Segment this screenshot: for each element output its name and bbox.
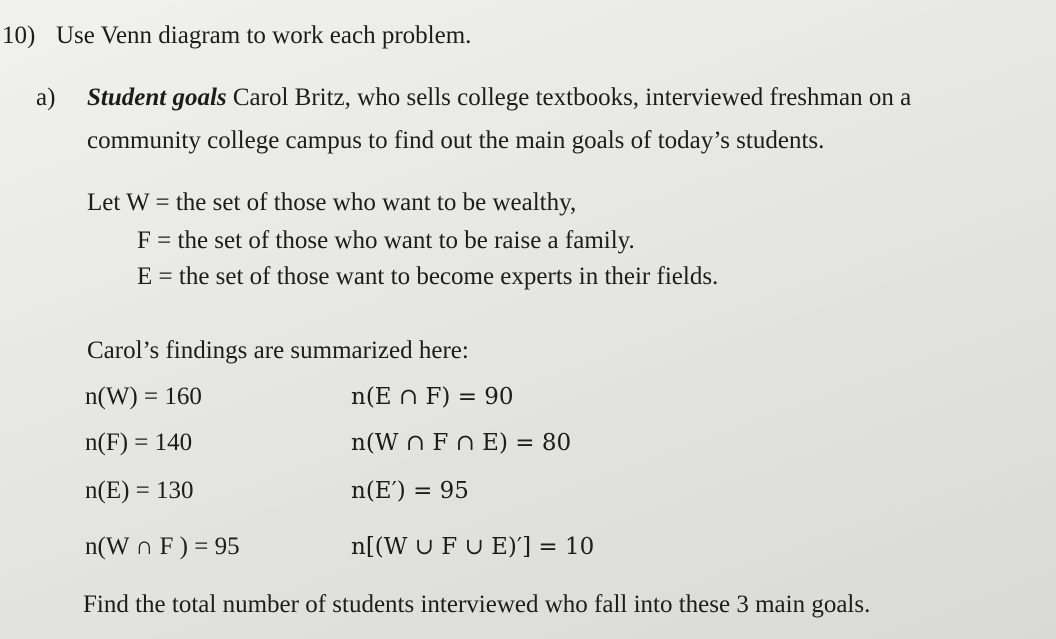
finding-n-w-and-f: n(W ∩ F ) = 95 [85, 533, 240, 560]
question-instruction: Use Venn diagram to work each problem. [56, 22, 472, 49]
definition-f: F = the set of those who want to be raise a family. [137, 227, 635, 254]
part-a-label: a) [36, 84, 56, 111]
definition-e: E = the set of those want to become experts in their fields. [137, 263, 719, 290]
part-a-title: Student goals [87, 84, 227, 111]
finding-n-w-and-f-and-e: n(W ∩ F ∩ E) = 80 [351, 430, 572, 456]
find-prompt: Find the total number of students interviewed who fall into these 3 main goals. [83, 591, 871, 618]
part-a-intro-line1 [87, 83, 911, 113]
finding-n-e-and-f: n(E ∩ F) = 90 [351, 384, 514, 410]
finding-n-e: n(E) = 130 [85, 477, 194, 504]
finding-n-union-complement: n[(W ∪ F ∪ E)′] = 10 [351, 534, 595, 560]
definition-w: Let W = the set of those who want to be wealthy, [87, 189, 577, 216]
finding-n-f: n(F) = 140 [85, 429, 193, 456]
summary-heading: Carol’s findings are summarized here: [87, 337, 469, 364]
finding-n-e-complement: n(E′) = 95 [351, 478, 469, 504]
finding-n-w: n(W) = 160 [85, 383, 202, 410]
part-a-intro-line2: community college campus to find out the main goals of today’s students. [87, 127, 825, 154]
part-a-intro-text: Carol Britz, who sells college textbooks, interviewed freshman on a [232, 84, 912, 111]
question-number: 10) [2, 22, 36, 49]
